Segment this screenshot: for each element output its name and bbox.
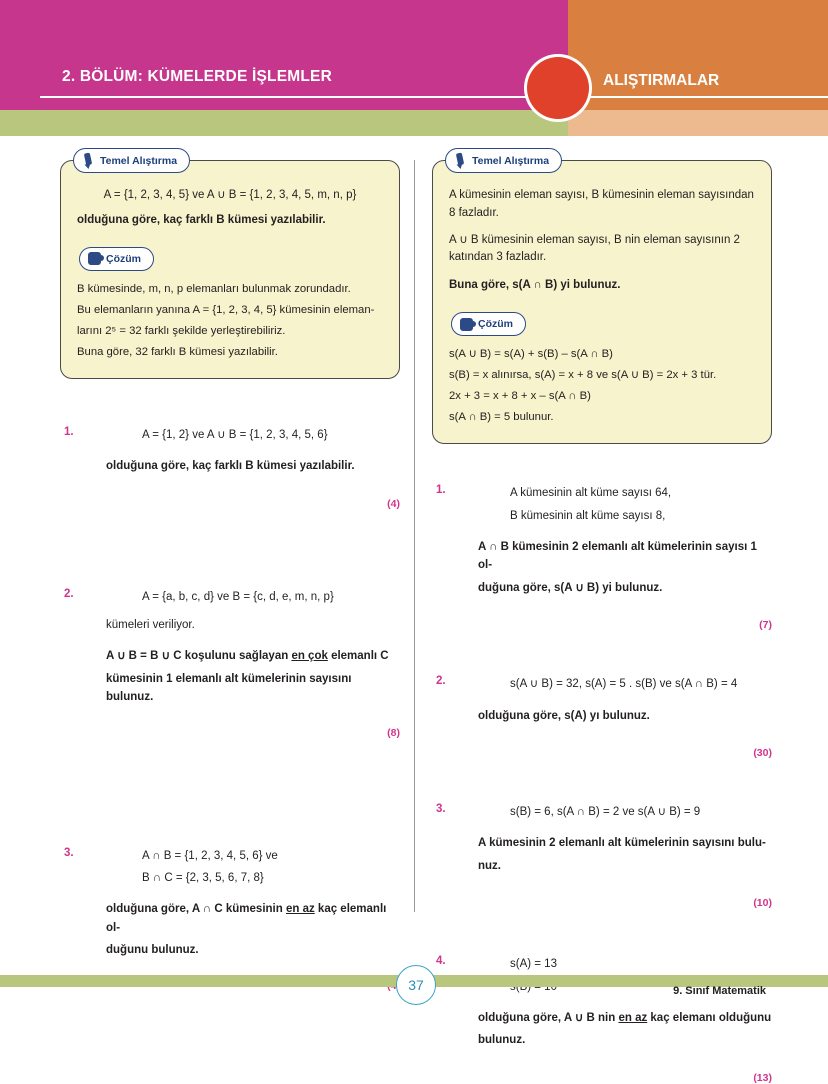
exercise-line-part: A ∪ B = B ∪ C koşulunu sağlayan: [106, 650, 292, 663]
exercise-line: B kümesinin alt küme sayısı 8,: [510, 509, 666, 522]
exercise-line: s(B) = 6, s(A ∩ B) = 2 ve s(A ∪ B) = 9: [510, 806, 701, 819]
exercise-line: bulunuz.: [478, 1034, 526, 1047]
example-statement-line: 8 fazladır.: [449, 206, 499, 219]
answer-key: (7): [759, 619, 772, 632]
answer-key: (4): [387, 497, 400, 510]
header-rule: [40, 96, 828, 98]
exercise-item: [432, 675, 772, 759]
exercise-line-part: elemanlı C: [327, 650, 389, 663]
exercise-item: [60, 426, 400, 510]
example-statement-line: Buna göre, s(A ∩ B) yi bulunuz.: [449, 279, 621, 292]
exercise-number: 1.: [64, 425, 74, 438]
exercise-line: A kümesinin alt küme sayısı 64,: [510, 487, 672, 500]
answer-key: (30): [753, 747, 772, 760]
column-divider: [414, 160, 415, 912]
example-tag-label: Temel Alıştırma: [472, 154, 550, 167]
solution-line: B kümesinde, m, n, p elemanları bulunmak zorundadır.: [77, 282, 351, 295]
solution-line: s(A ∩ B) = 5 bulunur.: [449, 411, 554, 424]
exercise-line: A = {a, b, c, d} ve B = {c, d, e, m, n, p}: [142, 590, 334, 603]
chapter-title: 2. BÖLÜM: KÜMELERDE İŞLEMLER: [62, 68, 332, 85]
answer-key: (13): [753, 1071, 772, 1084]
exercise-line: s(A ∪ B) = 32, s(A) = 5 . s(B) ve s(A ∩ B) = 4: [510, 678, 738, 691]
answer-key: (8): [387, 726, 400, 739]
solution-tag-label: Çözüm: [106, 252, 141, 265]
exercise-line: A ∩ B = {1, 2, 3, 4, 5, 6} ve: [142, 849, 278, 862]
example-statement-line: A = {1, 2, 3, 4, 5} ve A ∪ B = {1, 2, 3, 4, 5, m, n, p}: [103, 189, 357, 201]
exercise-number: 1.: [436, 484, 446, 497]
exercise-item: [432, 803, 772, 909]
hand-icon: [88, 252, 101, 265]
header-green-band: [0, 110, 568, 136]
exercise-line: A kümesinin 2 elemanlı alt kümelerinin sayısını bulu-: [478, 837, 766, 850]
header-peach-band: [568, 110, 828, 136]
exercise-line: [106, 900, 400, 937]
exercise-line: kümesinin 1 elemanlı alt kümelerinin sayısını bulunuz.: [106, 672, 352, 704]
solution-line: Bu elemanların yanına A = {1, 2, 3, 4, 5} kümesinin eleman-: [77, 303, 375, 316]
header-orange-band: [568, 0, 828, 110]
example-tag-left: [73, 148, 190, 173]
exercise-item: [60, 847, 400, 992]
exercise-line-part: kaç elemanlı ol-: [106, 903, 387, 934]
exercise-line: olduğuna göre, kaç farklı B kümesi yazılabilir.: [106, 460, 355, 473]
book-label: 9. Sınıf Matematik: [673, 985, 766, 997]
exercise-line: A = {1, 2} ve A ∪ B = {1, 2, 3, 4, 5, 6}: [142, 428, 328, 441]
solution-line: larını 2⁵ = 32 farklı şekilde yerleştirebiliriz.: [77, 324, 286, 337]
exercise-line: B ∩ C = {2, 3, 5, 6, 7, 8}: [142, 872, 264, 884]
exercise-number: 3.: [436, 803, 446, 816]
solution-tag-right: [451, 312, 526, 336]
emphasis-underline: en az: [618, 1012, 648, 1024]
exercise-number: 2.: [436, 675, 446, 688]
exercise-item: [432, 484, 772, 631]
exercise-line: duğunu bulunuz.: [106, 944, 199, 957]
exercise-line: duğuna göre, s(A ∪ B) yi bulunuz.: [478, 581, 663, 594]
solution-line: s(A ∪ B) = s(A) + s(B) – s(A ∩ B): [449, 348, 613, 361]
header-magenta-band: [0, 0, 568, 110]
exercise-line: kümeleri veriliyor.: [106, 619, 195, 632]
answer-key: (10): [753, 897, 772, 910]
exercise-item: [60, 588, 400, 739]
pencil-icon: [527, 57, 589, 119]
example-statement-line: A ∪ B kümesinin eleman sayısı, B nin eleman sayısının 2: [449, 233, 740, 246]
solution-line: Buna göre, 32 farklı B kümesi yazılabilir.: [77, 345, 278, 358]
left-column: [60, 154, 400, 992]
exercise-line: A ∩ B kümesinin 2 elemanlı alt kümelerinin sayısı 1 ol-: [478, 541, 757, 572]
emphasis-underline: en az: [285, 903, 315, 916]
exercise-line: s(A) = 13: [510, 958, 557, 971]
solution-tag-left: [79, 247, 154, 271]
solution-line: 2x + 3 = x + 8 + x – s(A ∩ B): [449, 390, 591, 403]
right-column: [432, 154, 772, 1084]
worked-example-box-left: [60, 154, 400, 379]
exercise-line: [478, 1009, 772, 1027]
example-statement-line: olduğuna göre, kaç farklı B kümesi yazılabilir.: [77, 213, 326, 226]
page-header: [0, 0, 828, 136]
pen-icon: [81, 153, 95, 169]
exercise-line: [106, 647, 400, 665]
example-statement-line: A kümesinin eleman sayısı, B kümesinin eleman sayısından: [449, 189, 754, 201]
page-number: 37: [396, 965, 436, 1005]
pen-icon: [453, 153, 467, 169]
exercise-line-part: olduğuna göre, A ∩ C kümesinin: [106, 903, 286, 916]
solution-line: s(B) = x alınırsa, s(A) = x + 8 ve s(A ∪ B) = 2x + 3 tür.: [449, 369, 717, 382]
exercise-line-part: olduğuna göre, A ∪ B nin: [478, 1012, 619, 1024]
exercise-number: 4.: [436, 955, 446, 968]
example-statement-line: katından 3 fazladır.: [449, 251, 547, 264]
exercise-line-part: kaç elemanı olduğunu: [647, 1012, 772, 1024]
exercise-number: 3.: [64, 846, 74, 859]
solution-tag-label: Çözüm: [478, 318, 513, 331]
section-title: ALIŞTIRMALAR: [603, 72, 720, 89]
worked-example-box-right: [432, 154, 772, 444]
example-tag-right: [445, 148, 562, 173]
hand-icon: [460, 318, 473, 331]
emphasis-underline: en çok: [291, 650, 328, 663]
example-tag-label: Temel Alıştırma: [100, 154, 178, 167]
exercise-line: olduğuna göre, s(A) yı bulunuz.: [478, 709, 650, 722]
exercise-line: nuz.: [478, 859, 501, 872]
exercise-number: 2.: [64, 587, 74, 600]
